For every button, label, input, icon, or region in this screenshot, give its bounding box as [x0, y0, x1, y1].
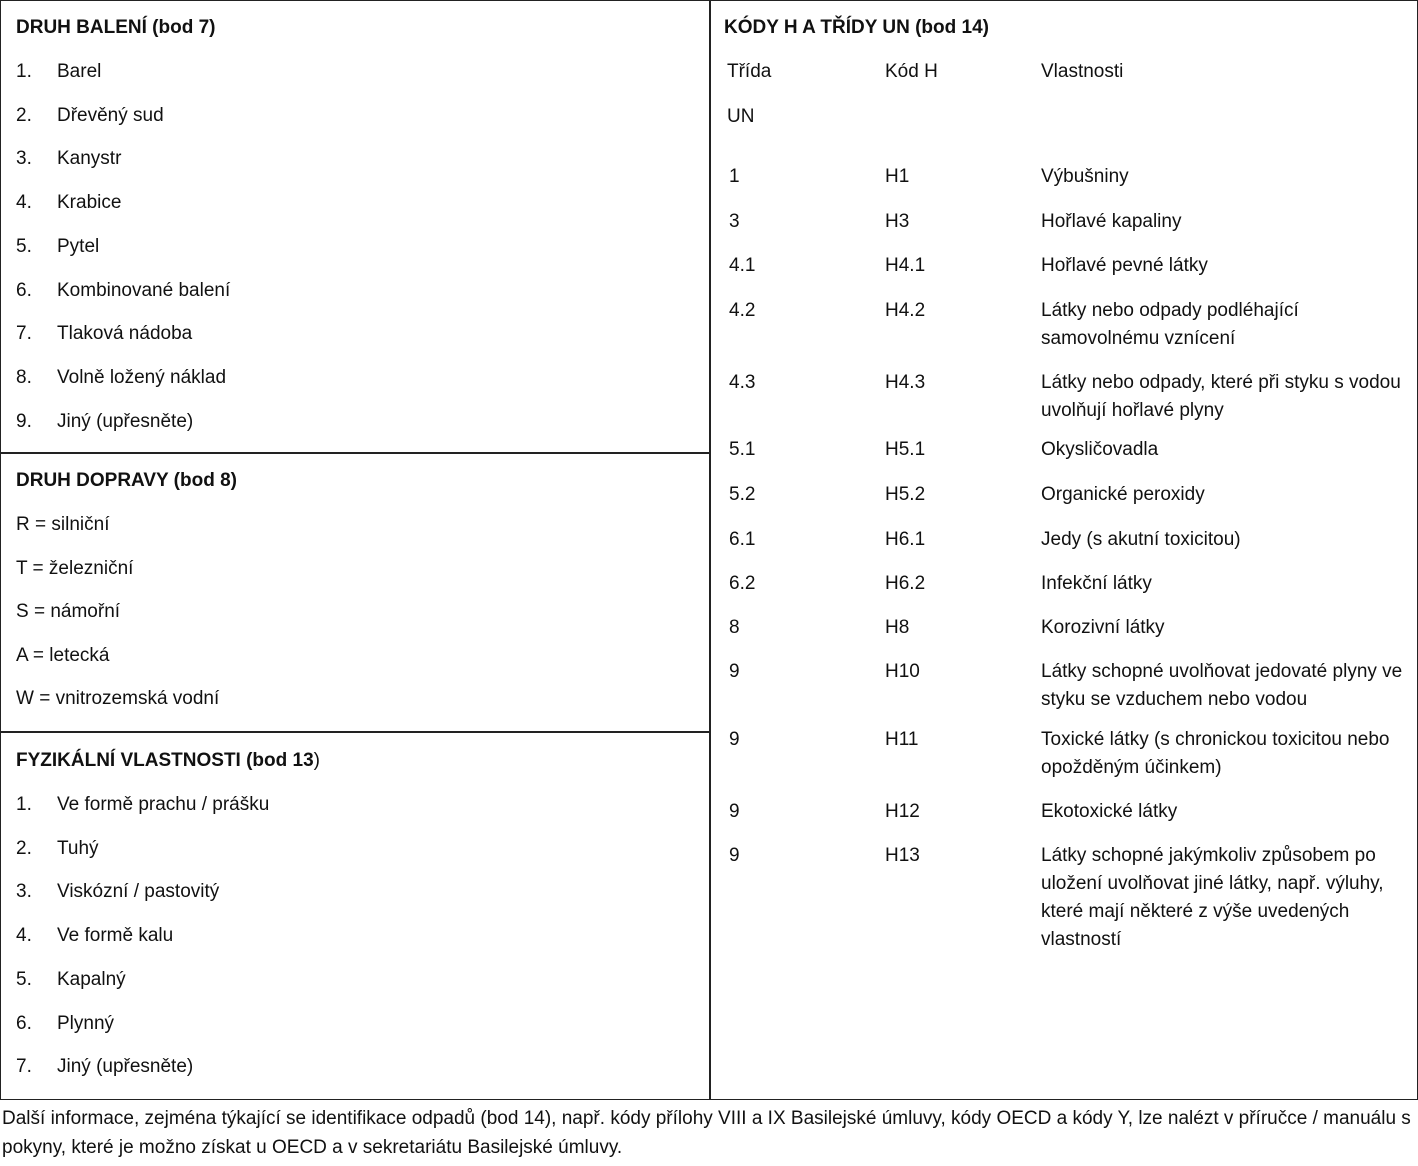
hcode-class: 4.2	[729, 300, 756, 321]
list-number: 5.	[16, 968, 32, 990]
hcode-properties: Korozivní látky	[1041, 617, 1165, 638]
hcode-code: H4.1	[885, 255, 926, 276]
hcode-code: H4.3	[885, 372, 926, 393]
list-label: Kanystr	[57, 148, 122, 170]
transport-code: R =	[16, 514, 47, 535]
physical-title-main: FYZIKÁLNÍ VLASTNOSTI (bod 13	[16, 750, 314, 771]
hcode-class: 9	[729, 729, 740, 750]
column-divider	[709, 0, 711, 1100]
list-item	[16, 148, 121, 170]
hcode-class: 4.3	[729, 372, 756, 393]
list-number: 4.	[16, 925, 32, 947]
list-number: 5.	[16, 235, 32, 257]
hcode-code: H12	[885, 801, 920, 822]
hcode-code: H6.2	[885, 573, 926, 594]
list-item	[16, 838, 99, 860]
list-number: 7.	[16, 1056, 32, 1078]
hcodes-title: KÓDY H A TŘÍDY UN (bod 14)	[724, 17, 989, 38]
hcode-code: H6.1	[885, 529, 926, 550]
hcode-properties: Okysličovadla	[1041, 439, 1159, 460]
list-item	[16, 280, 230, 302]
packaging-title: DRUH BALENÍ (bod 7)	[16, 17, 216, 38]
transport-code: S =	[16, 601, 46, 623]
column-header-code: Kód H	[885, 61, 938, 82]
hcode-code: H5.1	[885, 439, 926, 460]
list-label: Viskózní / pastovitý	[57, 881, 220, 903]
hcode-code: H8	[885, 617, 910, 638]
transport-code: A =	[16, 644, 44, 666]
list-number: 6.	[16, 279, 32, 301]
list-number: 8.	[16, 366, 32, 388]
list-item	[16, 969, 126, 991]
transport-label: vnitrozemská vodní	[55, 688, 220, 710]
list-item	[16, 925, 173, 947]
list-number: 4.	[16, 192, 32, 214]
list-item	[16, 192, 121, 214]
list-label: Tlaková nádoba	[57, 323, 193, 345]
list-item	[16, 645, 109, 667]
column-header-properties: Vlastnosti	[1041, 61, 1124, 82]
list-item	[16, 881, 219, 903]
list-item	[16, 367, 226, 389]
hcode-class: 1	[729, 166, 740, 187]
list-label: Dřevěný sud	[57, 104, 164, 126]
list-label: Barel	[57, 61, 102, 82]
transport-code: T =	[16, 557, 44, 579]
list-label: Ve formě prachu / prášku	[57, 794, 270, 815]
list-item	[16, 236, 99, 258]
transport-label: námořní	[50, 601, 121, 623]
transport-label: letecká	[49, 644, 110, 666]
hcode-properties: Látky nebo odpady podléhající samovolnému vznícení	[1041, 300, 1299, 349]
list-item	[16, 794, 269, 816]
list-item	[16, 61, 101, 83]
physical-title	[16, 750, 320, 772]
hcode-code: H1	[885, 166, 910, 187]
hcode-code: H13	[885, 845, 920, 866]
list-item	[16, 601, 120, 623]
list-label: Jiný (upřesněte)	[57, 410, 194, 432]
list-item	[16, 411, 193, 433]
hcode-class: 5.2	[729, 484, 756, 505]
hcode-properties: Jedy (s akutní toxicitou)	[1041, 529, 1241, 550]
list-number: 1.	[16, 61, 32, 82]
list-number: 3.	[16, 148, 32, 170]
hcode-properties: Látky nebo odpady, které při styku s vodou uvolňují hořlavé plyny	[1041, 372, 1401, 421]
hcode-class: 9	[729, 801, 740, 822]
list-number: 7.	[16, 323, 32, 345]
hcode-class: 9	[729, 845, 740, 866]
hcode-properties: Infekční látky	[1041, 573, 1152, 594]
hcode-properties: Látky schopné uvolňovat jedovaté plyny ve styku se vzduchem nebo vodou	[1041, 661, 1403, 710]
list-item	[16, 105, 164, 127]
transport-label: silniční	[51, 514, 110, 535]
hcode-class: 5.1	[729, 439, 756, 460]
transport-title: DRUH DOPRAVY (bod 8)	[16, 470, 237, 491]
column-header-class-un: UN	[727, 106, 755, 127]
hcode-properties: Toxické látky (s chronickou toxicitou nebo opožděným účinkem)	[1041, 729, 1390, 778]
transport-code: W =	[16, 688, 51, 710]
transport-label: železniční	[48, 557, 134, 579]
list-number: 1.	[16, 794, 32, 815]
column-header-class: Třída	[727, 61, 772, 82]
footer-note: Další informace, zejména týkající se identifikace odpadů (bod 14), např. kódy přílohy VIII a IX Basilejské úmluvy, kódy OECD a kódy Y, lze nalézt v příručce / manuálu s pokyny, které je možno získat u OECD a v sekretariátu Basilejské úmluvy.	[2, 1108, 1411, 1158]
list-item	[16, 688, 219, 710]
hcode-class: 8	[729, 617, 740, 638]
section-divider-transport	[0, 731, 709, 733]
list-label: Volně ložený náklad	[57, 366, 227, 388]
hcode-class: 6.2	[729, 573, 756, 594]
list-label: Jiný (upřesněte)	[57, 1056, 194, 1078]
hcode-class: 4.1	[729, 255, 756, 276]
hcode-class: 9	[729, 661, 740, 682]
hcode-properties: Organické peroxidy	[1041, 484, 1205, 505]
list-item	[16, 323, 192, 345]
list-number: 9.	[16, 410, 32, 432]
hcode-code: H4.2	[885, 300, 926, 321]
list-number: 3.	[16, 881, 32, 903]
list-label: Plynný	[57, 1012, 115, 1034]
hcode-code: H11	[885, 729, 919, 750]
hcode-class: 3	[729, 211, 740, 232]
list-label: Pytel	[57, 235, 100, 257]
list-item	[16, 1013, 114, 1035]
list-item	[16, 558, 133, 580]
hcode-properties: Výbušniny	[1041, 166, 1129, 187]
hcode-properties: Hořlavé pevné látky	[1041, 255, 1208, 276]
list-item	[16, 514, 109, 536]
list-label: Tuhý	[57, 837, 99, 859]
hcode-code: H10	[885, 661, 920, 682]
list-number: 2.	[16, 104, 32, 126]
hcode-class: 6.1	[729, 529, 756, 550]
physical-title-close: )	[313, 750, 320, 771]
list-item	[16, 1056, 193, 1078]
list-number: 2.	[16, 837, 32, 859]
list-number: 6.	[16, 1012, 32, 1034]
section-divider-packaging	[0, 452, 709, 454]
hcode-properties: Hořlavé kapaliny	[1041, 211, 1182, 232]
list-label: Krabice	[57, 192, 122, 214]
hcode-code: H3	[885, 211, 910, 232]
list-label: Kapalný	[57, 968, 126, 990]
hcode-properties: Ekotoxické látky	[1041, 801, 1178, 822]
list-label: Ve formě kalu	[57, 925, 174, 947]
hcode-properties: Látky schopné jakýmkoliv způsobem po uložení uvolňovat jiné látky, např. výluhy, které mají některé z výše uvedených vlastností	[1041, 845, 1384, 950]
list-label: Kombinované balení	[57, 279, 231, 301]
hcode-code: H5.2	[885, 484, 926, 505]
